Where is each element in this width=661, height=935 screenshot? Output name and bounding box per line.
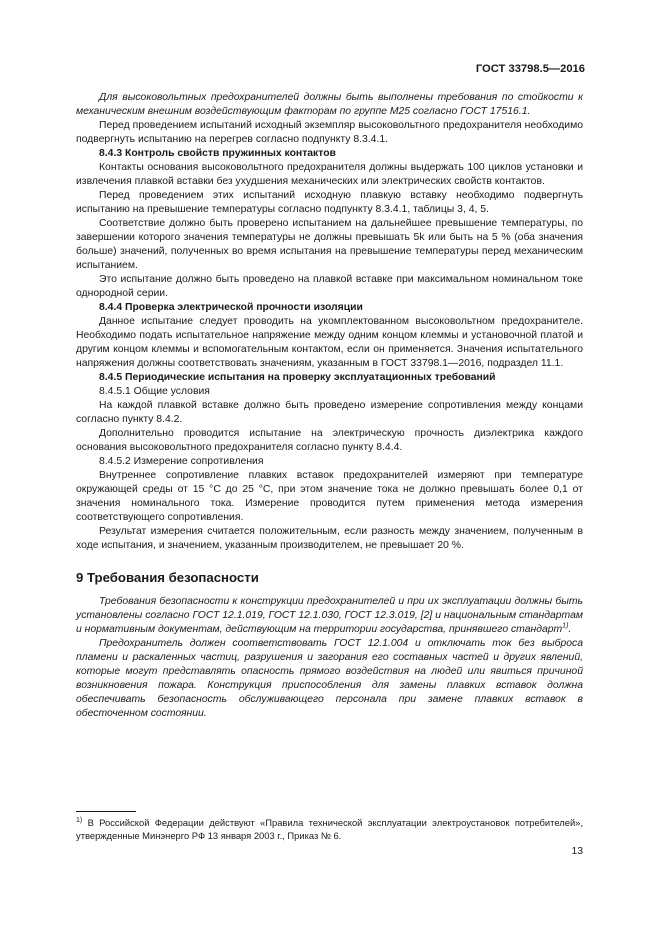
- paragraph-fuse-safety: Предохранитель должен соответствовать ГОСТ 12.1.004 и отключать ток без выброса пламени и раскаленных частиц, разрушения и загорания его составных частей и других явлений, которые могут представлять опасность прямого воздействия на людей или явиться причиной возникновения пожара. Конструкция приспособления для замены плавких вставок должна обеспечивать безопасность обслуживающего персонала при замене плавких вставок в обесточенном состоянии.: [76, 638, 583, 719]
- heading-8-4-4: 8.4.4 Проверка электрической прочности изоляции: [99, 302, 363, 313]
- paragraph-safety-requirements: [76, 595, 583, 637]
- safety-requirements-end: .: [568, 624, 572, 635]
- heading-8-4-3: 8.4.3 Контроль свойств пружинных контактов: [99, 148, 336, 159]
- paragraph-pre-test: Перед проведением этих испытаний исходную плавкую вставку необходимо подвергнуть испытанию на превышение температуры согласно подпункту 8.3.4.1, таблицы 3, 4, 5.: [76, 190, 583, 215]
- page-number: 13: [571, 846, 583, 857]
- paragraph-insulation-test: Данное испытание следует проводить на укомплектованном высоковольтном предохранителе. Необходимо подать испытательное напряжение между одним концом клеммы и установочной платой и другим концом клеммы и вспомогательным контактом, если он применяется. Значения испытательного напряжения должны соответствовать значениям, указанным в ГОСТ 33798.1—2016, подраздел 11.1.: [76, 316, 583, 369]
- document-code-header: ГОСТ 33798.5—2016: [475, 63, 585, 75]
- safety-requirements-text: Требования безопасности к конструкции предохранителей и при их эксплуатации должны быть установлены согласно ГОСТ 12.1.019, ГОСТ 12.1.030, ГОСТ 12.3.019, [2] и национальным стандартам и нормативным документам, действующим на территории государства, принявшего стандарт: [76, 596, 583, 635]
- paragraph-max-current: Это испытание должно быть проведено на плавкой вставке при максимальном номинальном токе однородной серии.: [76, 274, 583, 299]
- heading-8-4-5-1: 8.4.5.1 Общие условия: [99, 386, 210, 397]
- paragraph-contact-cycles: Контакты основания высоковольтного предохранителя должны выдержать 100 циклов установки и извлечения плавкой вставки без ухудшения механических или электрических свойств контактов.: [76, 162, 583, 187]
- section-9-heading: 9 Требования безопасности: [76, 570, 259, 585]
- paragraph-dielectric-test: Дополнительно проводится испытание на электрическую прочность диэлектрика каждого основания высоковольтного предохранителя согласно пункту 8.4.4.: [76, 428, 583, 453]
- footnote-reference: 1): [562, 622, 569, 630]
- footnote-separator: [76, 811, 136, 812]
- heading-8-4-5: 8.4.5 Периодические испытания на проверку эксплуатационных требований: [99, 372, 496, 383]
- footnote: [76, 816, 583, 842]
- footnote-text: В Российской Федерации действуют «Правила технической эксплуатации электроустановок потребителей», утвержденные Минэнерго РФ 13 января 2003 г., Приказ № 6.: [76, 817, 583, 841]
- heading-8-4-5-2: 8.4.5.2 Измерение сопротивления: [99, 456, 264, 467]
- paragraph-conformity: Соответствие должно быть проверено испытанием на дальнейшее превышение температуры, по завершении которого значения температуры не должны превышать 5k или быть на 5 % (оба значения больше) значений, полученных во время испытания на превышение температуры перед механическим испытанием.: [76, 218, 583, 271]
- paragraph-resistance-measurement: На каждой плавкой вставке должно быть проведено измерение сопротивления между концами согласно пункту 8.4.2.: [76, 400, 583, 425]
- paragraph-measurement-result: Результат измерения считается положительным, если разность между значением, полученным в ходе испытания, и значением, указанным производителем, не превышает 20 %.: [76, 526, 583, 551]
- paragraph-internal-resistance: Внутреннее сопротивление плавких вставок предохранителей измеряют при температуре окружающей среды от 15 °С до 25 °С, при этом значение тока не должно превышать более 0,1 от значения номинального тока. Измерение проводится путем применения метода измерения соответствующего сопротивления.: [76, 470, 583, 523]
- page-content: [76, 91, 583, 721]
- paragraph-overheat-test: Перед проведением испытаний исходный экземпляр высоковольтного предохранителя необходимо подвергнуть испытанию на перегрев согласно подпункту 8.3.4.1.: [76, 120, 583, 145]
- paragraph-mechanical-resistance: Для высоковольтных предохранителей должны быть выполнены требования по стойкости к механическим внешним воздействующим факторам по группе М25 согласно ГОСТ 17516.1.: [76, 92, 583, 117]
- footnote-marker: 1): [76, 816, 83, 824]
